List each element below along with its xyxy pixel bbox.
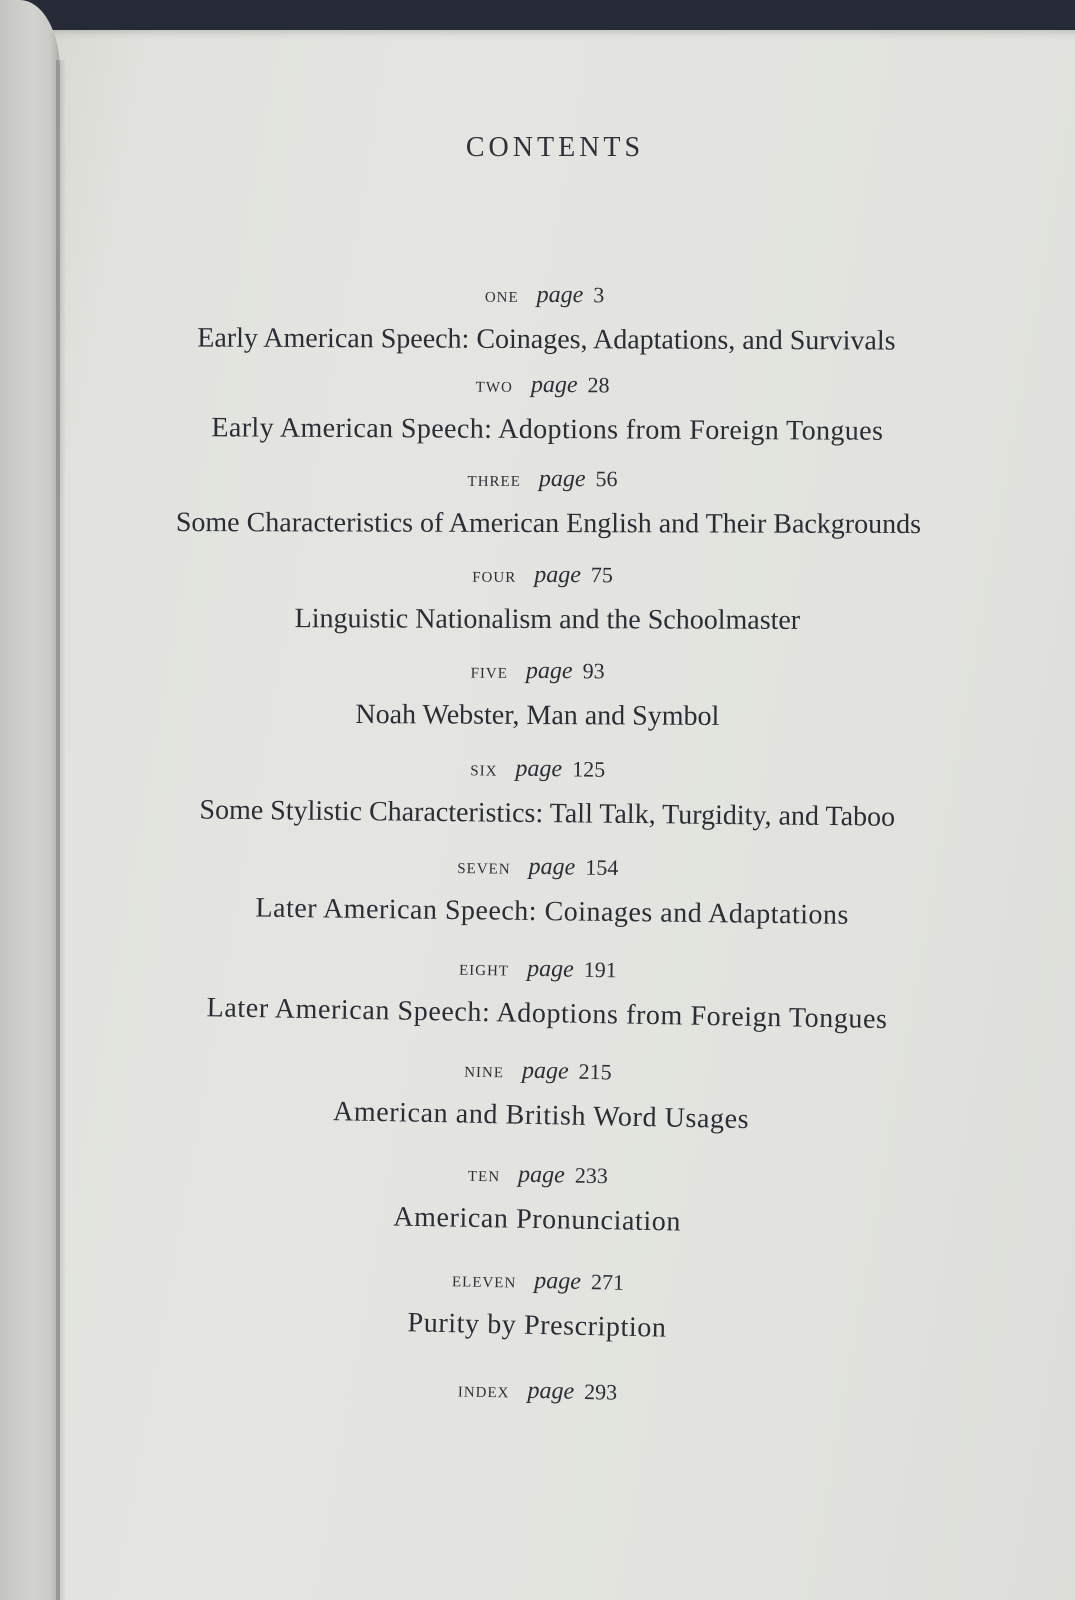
page-number: 75: [590, 562, 613, 588]
chapter-number: index: [457, 1377, 510, 1403]
page-word: page: [527, 1377, 575, 1405]
chapter-title: American and British Word Usages: [332, 1096, 750, 1136]
chapter-number: two: [475, 372, 513, 397]
page-number: 125: [572, 756, 606, 782]
chapter-number: four: [472, 562, 517, 587]
toc-entry-six: [0, 748, 1075, 837]
page-number: 233: [574, 1162, 609, 1189]
chapter-title: Later American Speech: Adoptions from Foreign Tongues: [206, 992, 888, 1036]
page-word: page: [536, 282, 584, 309]
chapter-number: seven: [457, 854, 511, 879]
chapter-number: three: [467, 466, 521, 491]
toc-entry-eight: [0, 945, 1075, 1042]
chapter-number: ten: [467, 1161, 501, 1187]
page-number: 215: [578, 1058, 612, 1085]
chapter-title: Purity by Prescription: [407, 1307, 667, 1344]
chapter-number: eight: [458, 955, 510, 981]
chapter-number: five: [470, 658, 509, 683]
page-word: page: [526, 955, 574, 983]
page-number: 154: [585, 854, 619, 880]
toc-entry-seven: [0, 845, 1075, 936]
page-number: 56: [595, 466, 618, 492]
toc-entry-nine: [0, 1046, 1075, 1145]
page-word: page: [534, 1267, 582, 1295]
page-word: page: [530, 371, 578, 399]
chapter-number: one: [484, 282, 519, 307]
page-number: 271: [590, 1269, 625, 1295]
page-word: page: [515, 755, 563, 783]
toc-entry-index: [0, 1365, 1075, 1418]
chapter-title: Later American Speech: Coinages and Adaptations: [255, 892, 850, 931]
toc-entry-two: [0, 367, 1075, 451]
chapter-number: nine: [463, 1057, 505, 1083]
toc-entry-ten: [0, 1151, 1075, 1248]
page-word: page: [534, 561, 581, 589]
toc-entry-five: [0, 653, 1075, 737]
page-word: page: [538, 466, 586, 493]
toc-entry-eleven: [0, 1255, 1075, 1355]
chapter-number: six: [470, 756, 498, 781]
page-number: 293: [583, 1378, 618, 1405]
chapter-number: eleven: [451, 1267, 517, 1293]
toc-entry-three: [0, 463, 1075, 544]
page-word: page: [517, 1161, 566, 1189]
page-number: 3: [593, 282, 605, 308]
chapter-title: Some Characteristics of American English and Their Backgrounds: [175, 507, 922, 541]
toc-entry-one: [0, 278, 1074, 361]
page-number: 93: [582, 658, 605, 684]
toc-entry-four: [0, 558, 1075, 640]
page-word: page: [528, 853, 576, 881]
page-number: 191: [583, 956, 617, 983]
chapter-title: Some Stylistic Characteristics: Tall Talk, Turgidity, and Taboo: [199, 794, 896, 833]
chapter-title: American Pronunciation: [393, 1201, 682, 1238]
page-word: page: [525, 657, 573, 685]
chapter-title: Noah Webster, Man and Symbol: [355, 699, 720, 732]
page-number: 28: [587, 372, 610, 398]
chapter-title: Linguistic Nationalism and the Schoolmaster: [294, 603, 801, 636]
page-word: page: [521, 1057, 569, 1085]
contents-heading: CONTENTS: [465, 132, 645, 163]
chapter-title: Early American Speech: Adoptions from Foreign Tongues: [211, 412, 884, 447]
chapter-title: Early American Speech: Coinages, Adaptations, and Survivals: [197, 322, 896, 357]
